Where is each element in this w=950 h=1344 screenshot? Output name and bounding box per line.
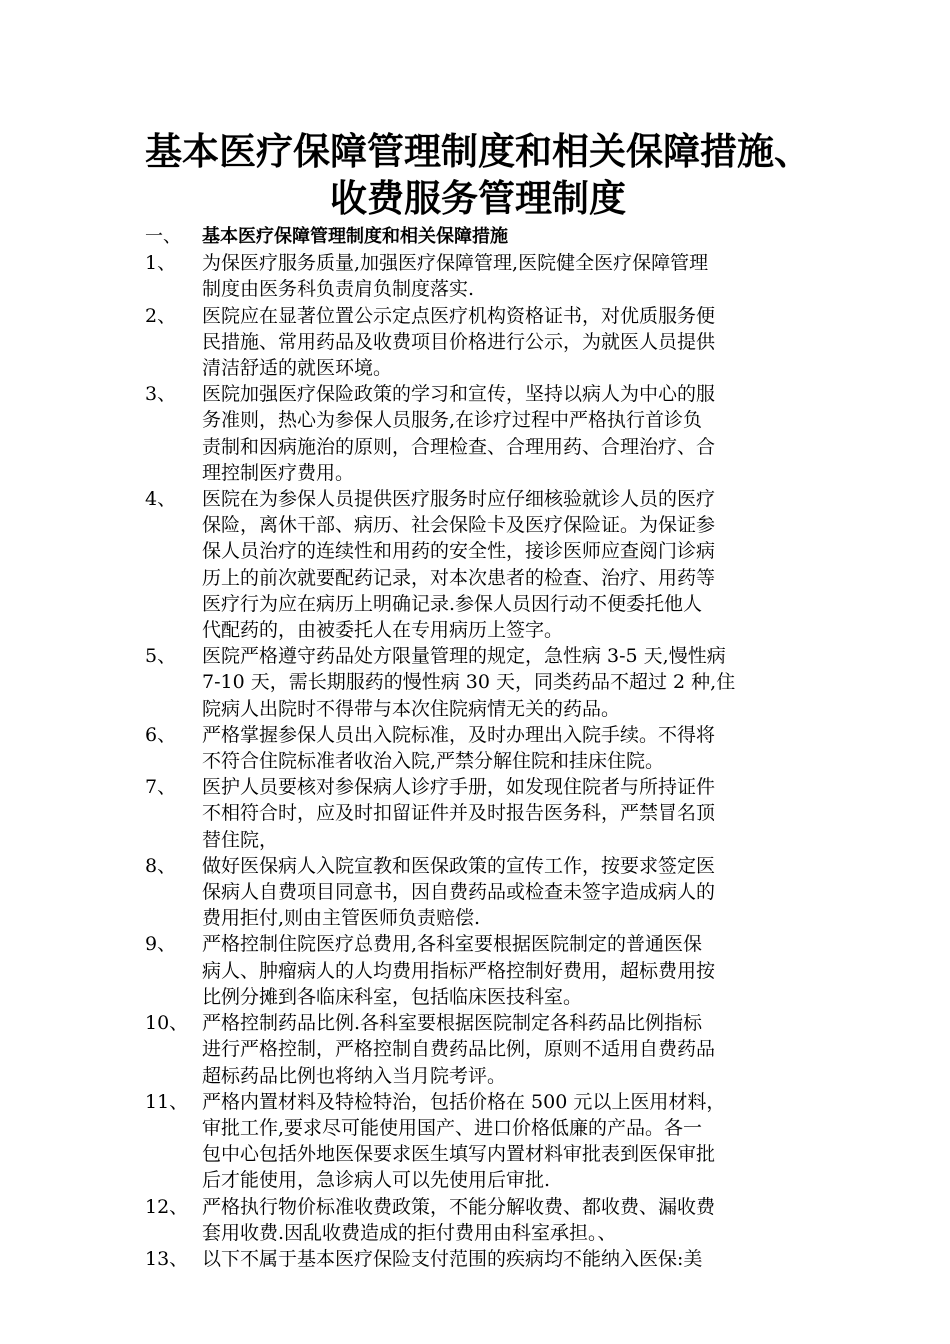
item-text: 医院加强医疗保险政策的学习和宣传，坚持以病人为中心的服 务准则，热心为参保人员服务,在诊疗过程中严格执行首诊负 责制和因病施治的原则，合理检查、合理用药、合理治疗、合 理控制医疗费用。 <box>202 383 716 484</box>
item-text: 医院在为参保人员提供医疗服务时应仔细核验就诊人员的医疗 保险，离休干部、病历、社会保险卡及医疗保险证。为保证参 保人员治疗的连续性和用药的安全性，接诊医师应查阅门诊病 历上的前次就要配药记录，对本次患者的检查、治疗、用药等 医疗行为应在病历上明确记录.参保人员因行动不便委托他人 代配药的，由被委托人在专用病历上签字。 <box>202 488 716 642</box>
item-text: 以下不属于基本医疗保险支付范围的疾病均不能纳入医保:美 <box>202 1247 703 1270</box>
item-text: 医院应在显著位置公示定点医疗机构资格证书，对优质服务便 民措施、常用药品及收费项目价格进行公示，为就医人员提供 清洁舒适的就医环境。 <box>202 304 716 380</box>
item-number: 3、 <box>145 383 177 406</box>
list-item <box>0 931 950 1010</box>
item-text: 医院严格遵守药品处方限量管理的规定，急性病 3-5 天,慢性病 7-10 天，需长期服药的慢性病 30 天，同类药品不超过 2 种,住 院病人出院时不得带与本次住院病情无关的药品。 <box>202 645 736 720</box>
list-item <box>0 722 950 774</box>
document-title <box>120 128 836 222</box>
list-item <box>0 1010 950 1089</box>
item-text: 严格掌握参保人员出入院标准，及时办理出入院手续。不得将 不符合住院标准者收治入院,严禁分解住院和挂床住院。 <box>202 723 716 773</box>
title-line-1: 基本医疗保障管理制度和相关保障措施、 <box>145 130 811 173</box>
item-number: 9、 <box>145 933 177 956</box>
section-number: 一、 <box>145 226 181 247</box>
list-item <box>0 643 950 722</box>
item-number: 5、 <box>145 645 177 668</box>
list-item <box>0 303 950 382</box>
list-item <box>0 250 950 302</box>
list-item <box>0 486 950 643</box>
section-heading <box>0 224 950 250</box>
list-item <box>0 774 950 853</box>
item-number: 8、 <box>145 854 177 877</box>
policy-list <box>0 224 950 1272</box>
item-number: 10、 <box>145 1012 189 1035</box>
item-text: 严格内置材料及特检特治，包括价格在 500 元以上医用材料， 审批工作,要求尽可能使用国产、进口价格低廉的产品。各一 包中心包括外地医保要求医生填写内置材料审批表到医保审批 后才能使用，急诊病人可以先使用后审批. <box>202 1090 726 1192</box>
item-number: 2、 <box>145 304 177 327</box>
item-number: 1、 <box>145 252 177 275</box>
item-number: 4、 <box>145 488 177 511</box>
item-number: 13、 <box>145 1247 189 1270</box>
item-number: 7、 <box>145 776 177 799</box>
item-number: 6、 <box>145 723 177 746</box>
list-item <box>0 1246 950 1272</box>
list-item <box>0 1194 950 1246</box>
item-text: 严格执行物价标准收费政策，不能分解收费、都收费、漏收费 套用收费.因乱收费造成的拒付费用由科室承担。、 <box>202 1195 716 1244</box>
item-text: 严格控制药品比例.各科室要根据医院制定各科药品比例指标 进行严格控制，严格控制自费药品比例，原则不适用自费药品 超标药品比例也将纳入当月院考评。 <box>202 1012 716 1087</box>
item-text: 为保医疗服务质量,加强医疗保障管理,医院健全医疗保障管理 制度由医务科负责肩负制度落实. <box>202 252 709 301</box>
item-number: 11、 <box>145 1090 189 1113</box>
list-item <box>0 1089 950 1194</box>
list-item <box>0 381 950 486</box>
list-item <box>0 853 950 932</box>
section-heading-text: 基本医疗保障管理制度和相关保障措施 <box>202 226 508 247</box>
item-text: 医护人员要核对参保病人诊疗手册，如发现住院者与所持证件 不相符合时，应及时扣留证件并及时报告医务科，严禁冒名顶 替住院， <box>202 776 716 851</box>
item-text: 做好医保病人入院宣教和医保政策的宣传工作，按要求签定医 保病人自费项目同意书，因自费药品或检查未签字造成病人的 费用拒付,则由主管医师负责赔偿. <box>202 854 716 930</box>
item-number: 12、 <box>145 1195 189 1218</box>
title-line-2: 收费服务管理制度 <box>330 177 626 220</box>
item-text: 严格控制住院医疗总费用,各科室要根据医院制定的普通医保 病人、肿瘤病人的人均费用指标严格控制好费用，超标费用按 比例分摊到各临床科室，包括临床医技科室。 <box>202 933 716 1008</box>
